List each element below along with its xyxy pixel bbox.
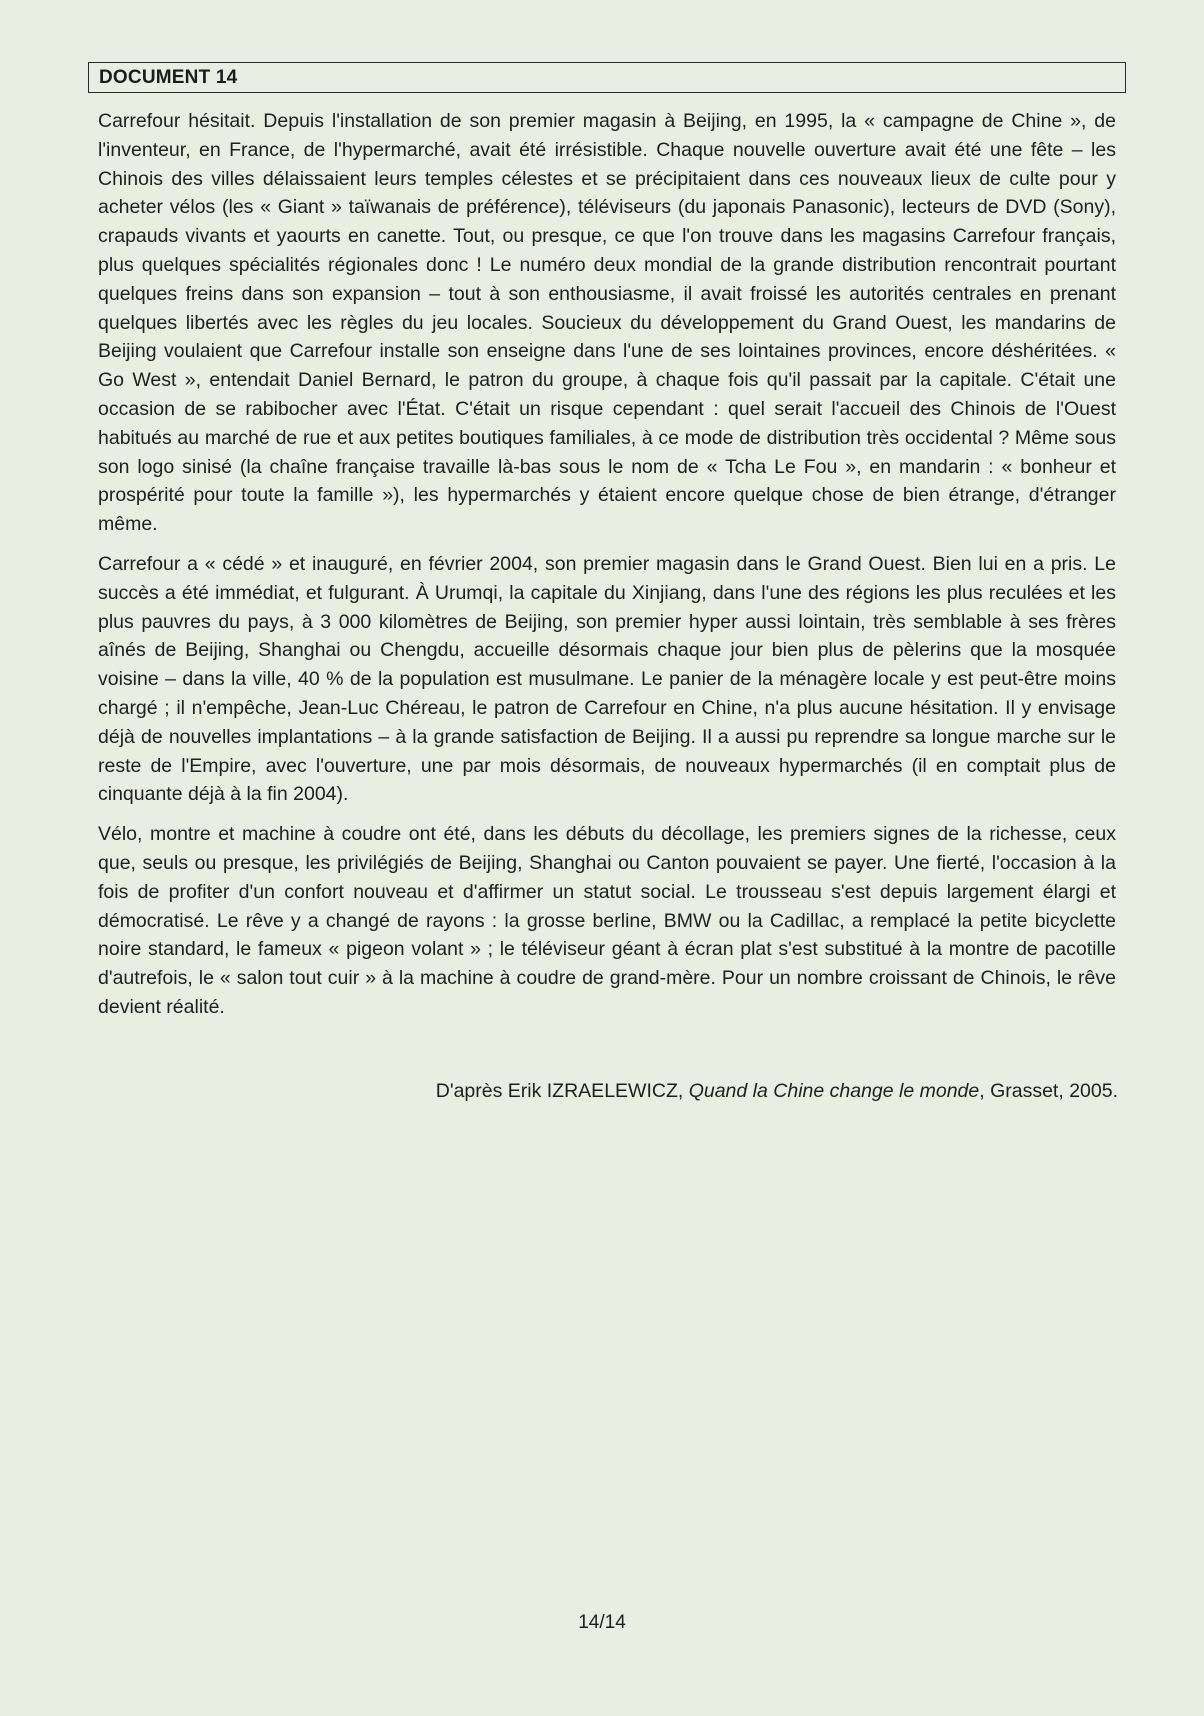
book-title: Quand la Chine change le monde [688, 1080, 980, 1102]
paragraph-1: Carrefour hésitait. Depuis l'installation de son premier magasin à Beijing, en 1995, la « campagne de Chine », de l'inventeur, en France, de l'hypermarché, avait été irrésistible. Chaque nouvelle ouverture avait été une fête – les Chinois des villes délaissaient leurs temples célestes et se précipitaient dans ces nouveaux lieux de culte pour y acheter vélos (les « Giant » taïwanais de préférence), téléviseurs (du japonais Panasonic), lecteurs de DVD (Sony), crapauds vivants et yaourts en canette. Tout, ou presque, ce que l'on trouve dans les magasins Carrefour français, plus quelques spécialités régionales donc ! Le numéro deux mondial de la grande distribution rencontrait pourtant quelques freins dans son expansion – tout à son enthousiasme, il avait froissé les autorités centrales en prenant quelques libertés avec les règles du jeu locales. Soucieux du développement du Grand Ouest, les mandarins de Beijing voulaient que Carrefour installe son enseigne dans l'une de ses lointaines provinces, encore déshéritées. « Go West », entendait Daniel Bernard, le patron du groupe, à chaque fois qu'il passait par la capitale. C'était une occasion de se rabibocher avec l'État. C'était un risque cependant : quel serait l'accueil des Chinois de l'Ouest habitués au marché de rue et aux petites boutiques familiales, à ce mode de distribution très occidental ? Même sous son logo sinisé (la chaîne française travaille là-bas sous le nom de « Tcha Le Fou », en mandarin : « bonheur et prospérité pour toute la famille »), les hypermarchés y étaient encore quelque chose de bien étrange, d'étranger même. [98, 110, 1116, 536]
page-number: 14/14 [578, 1612, 626, 1633]
paragraph-2: Carrefour a « cédé » et inauguré, en février 2004, son premier magasin dans le Grand Ouest. Bien lui en a pris. Le succès a été immédiat, et fulgurant. À Urumqi, la capitale du Xinjiang, dans l'une des régions les plus reculées et les plus pauvres du pays, à 3 000 kilomètres de Beijing, son premier hyper aussi lointain, très semblable à ses frères aînés de Beijing, Shanghai ou Chengdu, accueille désormais chaque jour bien plus de pèlerins que la mosquée voisine – dans la ville, 40 % de la population est musulmane. Le panier de la ménagère locale y est peut-être moins chargé ; il n'empêche, Jean-Luc Chéreau, le patron de Carrefour en Chine, n'a plus aucune hésitation. Il y envisage déjà de nouvelles implantations – à la grande satisfaction de Beijing. Il a aussi pu reprendre sa longue marche sur le reste de l'Empire, avec l'ouverture, une par mois désormais, de nouveaux hypermarchés (il en comptait plus de cinquante déjà à la fin 2004). [98, 552, 1116, 806]
paragraph-3: Vélo, montre et machine à coudre ont été, dans les débuts du décollage, les premiers signes de la richesse, ceux que, seuls ou presque, les privilégiés de Beijing, Shanghai ou Canton pouvaient se payer. Une fierté, l'occasion à la fois de profiter d'un confort nouveau et d'affirmer un statut social. Le trousseau s'est depuis largement élargi et démocratisé. Le rêve y a changé de rayons : la grosse berline, BMW ou la Cadillac, a remplacé la petite bicyclette noire standard, le fameux « pigeon volant » ; le téléviseur géant à écran plat s'est substitué à la montre de pacotille d'autrefois, le « salon tout cuir » à la machine à coudre de grand-mère. Pour un nombre croissant de Chinois, le rêve devient réalité. [98, 823, 1116, 1018]
document-header [88, 62, 1126, 93]
document-title: DOCUMENT 14 [99, 67, 238, 88]
attribution-suffix: , Grasset, 2005. [979, 1080, 1118, 1102]
document-body [98, 107, 1116, 1033]
source-attribution [436, 1077, 1118, 1105]
attribution-prefix: D'après Erik IZRAELEWICZ, [435, 1080, 689, 1102]
